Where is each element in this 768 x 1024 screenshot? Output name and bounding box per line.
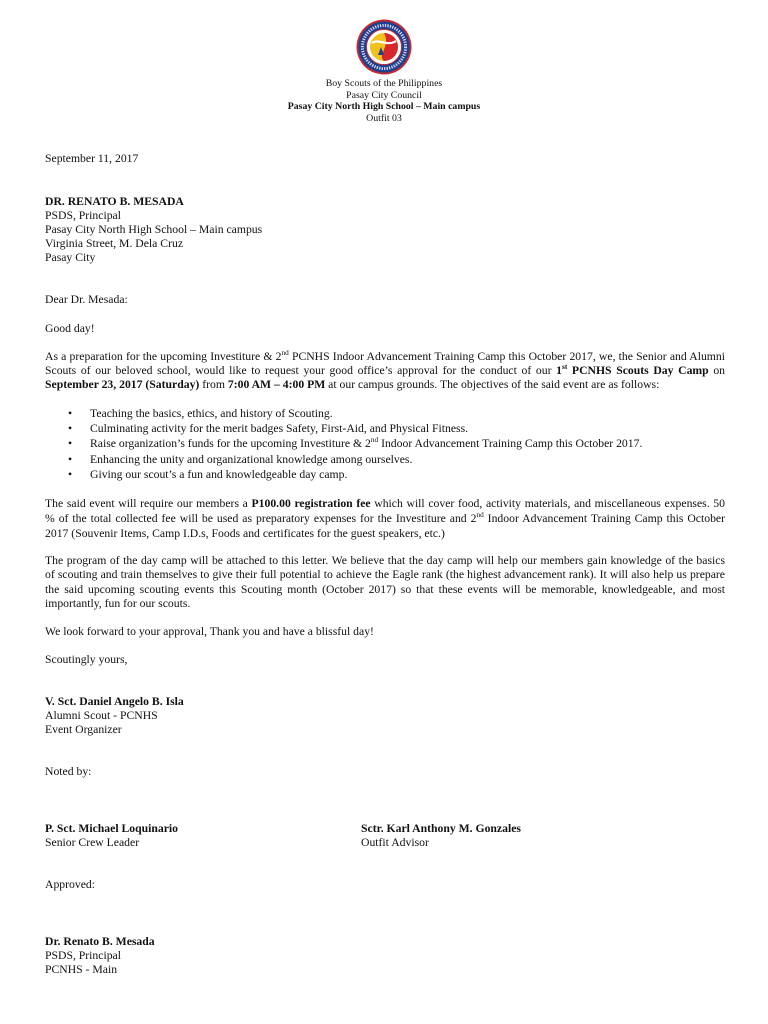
school-name: Pasay City North High School – Main campus	[287, 101, 481, 113]
ordinal-suffix: nd	[281, 349, 289, 358]
outfit-number: Outfit 03	[366, 113, 402, 125]
paragraph-line: importantly, fun for our scouts.	[45, 596, 191, 610]
list-item-text: Teaching the basics, ethics, and history of Scouting.	[90, 407, 333, 420]
paragraph-line: the said upcoming scouting events this Scouting month (October 2017) so that these events will be memorable, knowledgeable, and most	[45, 582, 725, 596]
ordinal-suffix: nd	[370, 436, 379, 445]
paragraph-line	[45, 526, 725, 541]
signatory-role: Senior Crew Leader	[45, 836, 140, 850]
ordinal-suffix: st	[562, 363, 568, 372]
paragraph-line	[45, 378, 725, 392]
approver-title: PSDS, Principal	[45, 949, 121, 963]
noted-by-label: Noted by:	[45, 765, 92, 778]
council-name: Pasay City Council	[346, 89, 422, 101]
body-text: 2017 (Souvenir Items, Camp I.D.s, Foods and certificates for the guest speakers, etc.)	[45, 527, 445, 540]
list-item-text: Raise organization’s funds for the upcoming Investiture & 2	[90, 437, 371, 451]
paragraph-line	[45, 350, 725, 364]
intro-paragraph	[45, 350, 725, 392]
recipient-name: DR. RENATO B. MESADA	[45, 195, 184, 208]
approver-office: PCNHS - Main	[45, 963, 118, 977]
list-item-text: Indoor Advancement Training Camp this October 2017.	[378, 437, 643, 451]
list-item-text: Culminating activity for the merit badges Safety, First-Aid, and Physical Fitness.	[90, 422, 469, 436]
event-time: 7:00 AM – 4:00 PM	[227, 378, 326, 391]
list-item-text: Enhancing the unity and organizational knowledge among ourselves.	[90, 452, 413, 466]
paragraph-line: of scouting and train themselves to give their full potential to achieve the Eagle rank (the highest advancement rank). It will also help us prepare	[45, 568, 725, 582]
paragraph-line: The program of the day camp will be attached to this letter. We believe that the day camp will help our members gain knowledge of the basics	[45, 554, 725, 567]
recipient-street: Virginia Street, M. Dela Cruz	[45, 237, 184, 251]
organizer-role: Alumni Scout - PCNHS	[45, 709, 158, 723]
bullet-marker: •	[68, 422, 73, 436]
list-item	[68, 421, 642, 436]
bullet-marker: •	[68, 437, 73, 451]
organizer-signature-block	[45, 695, 184, 737]
approver-name: Dr. Renato B. Mesada	[45, 935, 155, 948]
approver-signature-block	[45, 935, 155, 977]
list-item	[68, 406, 642, 421]
event-ordinal: 1	[556, 364, 563, 377]
organizer-position: Event Organizer	[45, 723, 122, 737]
list-item	[68, 452, 642, 467]
sign-off: Scoutingly yours,	[45, 653, 128, 666]
salutation: Dear Dr. Mesada:	[45, 293, 128, 306]
recipient-title: PSDS, Principal	[45, 209, 121, 223]
objectives-list	[68, 406, 642, 482]
recipient-city: Pasay City	[45, 251, 96, 265]
body-text: at our campus grounds. The objectives of the said event are as follows:	[325, 378, 660, 391]
list-item	[68, 467, 642, 482]
body-text: As a preparation for the upcoming Investiture & 2	[45, 350, 282, 363]
ordinal-suffix: nd	[476, 511, 484, 520]
body-text: The said event will require our members a	[45, 497, 252, 510]
body-text: on	[708, 364, 726, 377]
body-text: Indoor Advancement Training Camp this October	[483, 512, 726, 525]
signatory-name: Sctr. Karl Anthony M. Gonzales	[361, 822, 521, 835]
signatory-name: P. Sct. Michael Loquinario	[45, 822, 179, 835]
boy-scouts-seal-logo	[356, 19, 412, 75]
paragraph-line	[45, 496, 725, 511]
recipient-school: Pasay City North High School – Main campus	[45, 223, 263, 237]
signatory-role: Outfit Advisor	[361, 836, 429, 850]
body-text: Scouts of our beloved school, would like to request your good office’s approval for the conduct of our	[45, 364, 557, 377]
bullet-marker: •	[68, 467, 73, 481]
registration-fee: P100.00 registration fee	[251, 497, 371, 510]
body-text: PCNHS Indoor Advancement Training Camp this October 2017, we, the Senior and Alumni	[288, 350, 725, 363]
closing-line: We look forward to your approval, Thank you and have a blissful day!	[45, 625, 374, 638]
noted-signatory-block	[361, 822, 521, 850]
organizer-name: V. Sct. Daniel Angelo B. Isla	[45, 695, 184, 708]
list-item-text: Giving our scout’s a fun and knowledgeable day camp.	[90, 467, 348, 481]
organization-name: Boy Scouts of the Philippines	[325, 78, 443, 89]
fee-paragraph	[45, 496, 725, 541]
approved-label: Approved:	[45, 878, 95, 891]
list-item	[68, 436, 642, 451]
body-text: which will cover food, activity materials, and miscellaneous expenses. 50	[370, 497, 725, 510]
program-paragraph	[45, 554, 725, 611]
recipient-address	[45, 195, 262, 265]
paragraph-line	[45, 364, 725, 378]
greeting: Good day!	[45, 322, 95, 335]
letter-date: September 11, 2017	[45, 152, 139, 165]
body-text: % of the total collected fee will be used as preparatory expenses for the Investiture and 2	[45, 512, 477, 525]
bullet-marker: •	[68, 452, 73, 466]
body-text: from	[199, 378, 228, 391]
event-date: September 23, 2017 (Saturday)	[45, 378, 200, 391]
letterhead	[184, 78, 584, 125]
bullet-marker: •	[68, 407, 73, 420]
paragraph-line	[45, 511, 725, 526]
noted-signatory-block	[45, 822, 178, 850]
event-name: PCNHS Scouts Day Camp	[567, 364, 709, 377]
